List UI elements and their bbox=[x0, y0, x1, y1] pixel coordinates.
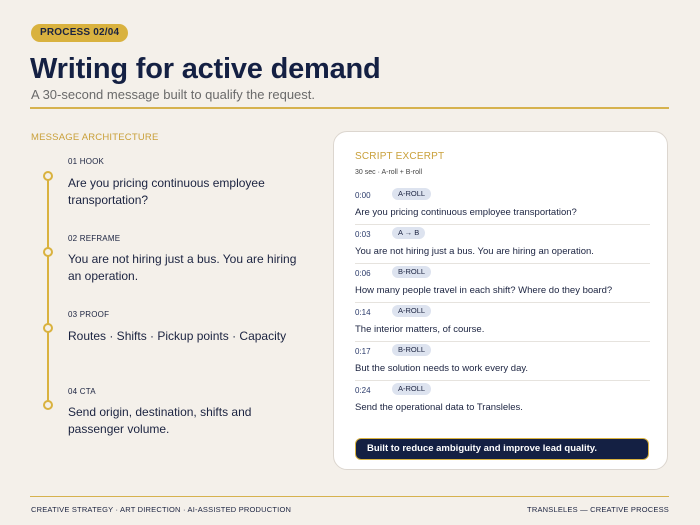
shot-type-tag: B-ROLL bbox=[392, 266, 431, 278]
footer-credits: CREATIVE STRATEGY · ART DIRECTION · AI-ASSISTED PRODUCTION bbox=[31, 505, 292, 514]
script-timestamp: 0:14 bbox=[355, 308, 371, 317]
timeline-dot-hook bbox=[43, 171, 53, 181]
script-row bbox=[355, 264, 650, 303]
step-proof-number: 03 PROOF bbox=[68, 310, 110, 319]
architecture-label: MESSAGE ARCHITECTURE bbox=[31, 132, 159, 143]
script-line: But the solution needs to work every day. bbox=[355, 363, 529, 374]
script-timestamp: 0:00 bbox=[355, 191, 371, 200]
shot-type-tag: A-ROLL bbox=[392, 188, 431, 200]
script-excerpt-label: SCRIPT EXCERPT bbox=[355, 151, 445, 162]
script-timestamp: 0:24 bbox=[355, 386, 371, 395]
step-reframe-text: You are not hiring just a bus. You are hiring an operation. bbox=[68, 252, 297, 283]
step-cta-text: Send origin, destination, shifts and passenger volume. bbox=[68, 405, 252, 436]
step-proof-text: Routes · Shifts · Pickup points · Capacity bbox=[68, 329, 287, 343]
process-badge: PROCESS 02/04 bbox=[31, 24, 128, 42]
script-row bbox=[355, 186, 650, 225]
script-line: The interior matters, of course. bbox=[355, 324, 485, 335]
script-excerpt-subtitle: 30 sec · A-roll + B-roll bbox=[355, 169, 423, 176]
step-cta-number: 04 CTA bbox=[68, 387, 96, 396]
page-title: Writing for active demand bbox=[30, 53, 381, 85]
script-line: How many people travel in each shift? Where do they board? bbox=[355, 285, 613, 296]
script-row bbox=[355, 303, 650, 342]
script-excerpt-card bbox=[333, 131, 668, 470]
shot-type-tag: A-ROLL bbox=[392, 383, 431, 395]
script-row bbox=[355, 342, 650, 381]
script-timestamp: 0:17 bbox=[355, 347, 371, 356]
script-timestamp: 0:03 bbox=[355, 230, 371, 239]
timeline-dot-cta bbox=[43, 400, 53, 410]
timeline-dot-proof bbox=[43, 323, 53, 333]
script-line: You are not hiring just a bus. You are hiring an operation. bbox=[355, 246, 594, 257]
step-hook-text: Are you pricing continuous employee transportation? bbox=[68, 176, 265, 207]
step-reframe-number: 02 REFRAME bbox=[68, 234, 121, 243]
timeline-line bbox=[47, 175, 49, 405]
shot-type-tag: A → B bbox=[392, 227, 425, 239]
script-row bbox=[355, 381, 650, 420]
script-timestamp: 0:06 bbox=[355, 269, 371, 278]
page-subtitle: A 30-second message built to qualify the request. bbox=[31, 87, 316, 102]
lead-quality-callout: Built to reduce ambiguity and improve lead quality. bbox=[355, 438, 649, 460]
step-hook-number: 01 HOOK bbox=[68, 157, 105, 166]
footer-brand: TRANSLELES — CREATIVE PROCESS bbox=[527, 505, 669, 514]
footer-divider bbox=[30, 496, 669, 497]
timeline-dot-reframe bbox=[43, 247, 53, 257]
script-line: Are you pricing continuous employee transportation? bbox=[355, 207, 577, 218]
script-row bbox=[355, 225, 650, 264]
script-line: Send the operational data to Transleles. bbox=[355, 402, 523, 413]
header-divider bbox=[30, 107, 669, 109]
shot-type-tag: B-ROLL bbox=[392, 344, 431, 356]
shot-type-tag: A-ROLL bbox=[392, 305, 431, 317]
